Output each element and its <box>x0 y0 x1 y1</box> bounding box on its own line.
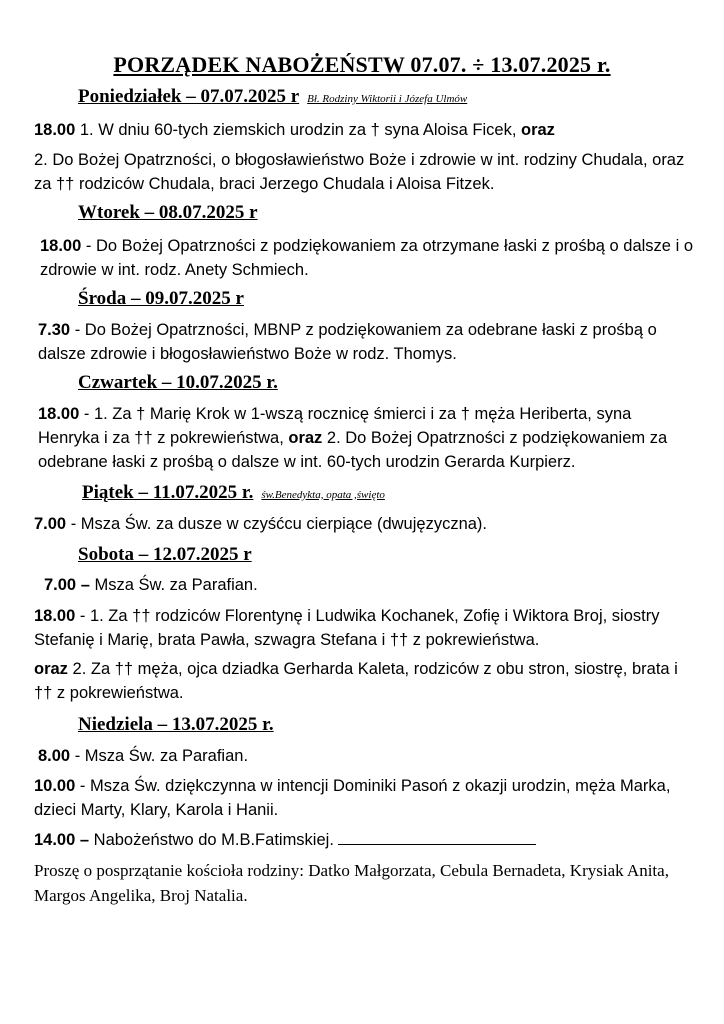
intention-text: - Msza Św. dziękczynna w intencji Dominiki Pasoń z okazji urodzin, męża Marka, dzieci Marty, Klary, Karola i Hanii. <box>34 777 671 819</box>
day-heading-wednesday: Środa – 09.07.2025 r <box>78 288 244 309</box>
mass-time: 14.00 – <box>34 831 90 849</box>
intention-text: - Do Bożej Opatrzności z podziękowaniem za otrzymane łaski z prośbą o dalsze i o zdrowie w int. rodz. Anety Schmiech. <box>40 237 693 279</box>
conjunction: oraz <box>288 429 323 447</box>
feast-note: Bł. Rodziny Wiktorii i Józefa Ulmów <box>307 93 468 105</box>
intention-entry <box>34 828 694 852</box>
day-heading-text: Piątek – 11.07.2025 r. <box>82 482 254 503</box>
mass-time: 18.00 <box>40 237 82 255</box>
intention-entry <box>34 657 694 705</box>
cleaning-notice: Proszę o posprzątanie kościoła rodziny: Datko Małgorzata, Cebula Bernadeta, Krysiak Anita, Margos Angelika, Broj Natalia. <box>34 861 669 905</box>
conjunction: oraz <box>520 121 555 139</box>
page-title: PORZĄDEK NABOŻEŃSTW 07.07. ÷ 13.07.2025 r. <box>113 52 611 77</box>
intention-text: - 1. Za †† rodziców Florentynę i Ludwika Kochanek, Zofię i Wiktora Broj, siostry Stefanię i Marię, brata Pawła, szwagra Stefana i †† z pokrewieństwa. <box>34 607 660 649</box>
intention-entry <box>34 774 694 822</box>
intention-text: Nabożeństwo do M.B.Fatimskiej. <box>89 831 334 849</box>
intention-entry: 2. Do Bożej Opatrzności, o błogosławieństwo Boże i zdrowie w int. rodziny Chudala, oraz za †† rodziców Chudala, braci Jerzego Chudala i Aloisa Fitzek. <box>34 151 685 193</box>
intention-text: Msza Św. za Parafian. <box>89 576 258 594</box>
day-heading-thursday: Czwartek – 10.07.2025 r. <box>78 372 278 393</box>
mass-time: 18.00 <box>34 607 76 625</box>
mass-time: 7.00 – <box>44 576 90 594</box>
intention-text: - Do Bożej Opatrzności, MBNP z podziękowaniem za odebrane łaski z prośbą o dalsze zdrowie i błogosławieństwo Boże w rodz. Thomys. <box>38 321 657 363</box>
intention-text: 2. Za †† męża, ojca dziadka Gerharda Kaleta, rodziców z obu stron, siostrę, brata i †† z pokrewieństwa. <box>34 660 678 702</box>
day-heading-tuesday: Wtorek – 08.07.2025 r <box>78 202 258 223</box>
intention-entry <box>34 604 694 652</box>
day-heading-sunday: Niedziela – 13.07.2025 r. <box>78 714 274 735</box>
intention-entry <box>44 573 694 597</box>
feast-note: św.Benedykta, opata ,święto <box>261 489 385 501</box>
intention-entry <box>38 744 694 768</box>
intention-entry <box>38 318 694 366</box>
conjunction: oraz <box>34 660 68 678</box>
day-heading-monday <box>78 86 467 108</box>
intention-text: - 1. Za † Marię Krok w 1-wszą rocznicę śmierci i za † męża Heriberta, syna Henryka i za †† z pokrewieństwa, <box>38 405 632 447</box>
mass-time: 10.00 <box>34 777 76 795</box>
mass-time: 18.00 <box>34 121 76 139</box>
intention-text: - Msza Św. za Parafian. <box>70 747 249 765</box>
intention-entry <box>38 402 694 474</box>
intention-text: - Msza Św. za dusze w czyśćcu cierpiące (dwujęzyczna). <box>66 515 488 533</box>
day-heading-saturday: Sobota – 12.07.2025 r <box>78 544 252 565</box>
mass-time: 7.00 <box>34 515 67 533</box>
intention-text: 1. W dniu 60-tych ziemskich urodzin za † syna Aloisa Ficek, <box>75 121 521 139</box>
intention-entry <box>40 234 694 282</box>
day-heading-friday <box>82 482 385 504</box>
mass-time: 18.00 <box>38 405 80 423</box>
day-heading-text: Poniedziałek – 07.07.2025 r <box>78 86 300 107</box>
mass-time: 8.00 <box>38 747 71 765</box>
intention-entry <box>34 512 694 536</box>
intention-text: 2. Do Bożej Opatrzności z podziękowaniem za odebrane łaski z prośbą o dalsze w int. 60-tych urodzin Gerarda Kurpierz. <box>38 429 668 471</box>
signature-blank-line <box>338 830 536 845</box>
intention-entry <box>34 118 694 142</box>
mass-time: 7.30 <box>38 321 71 339</box>
